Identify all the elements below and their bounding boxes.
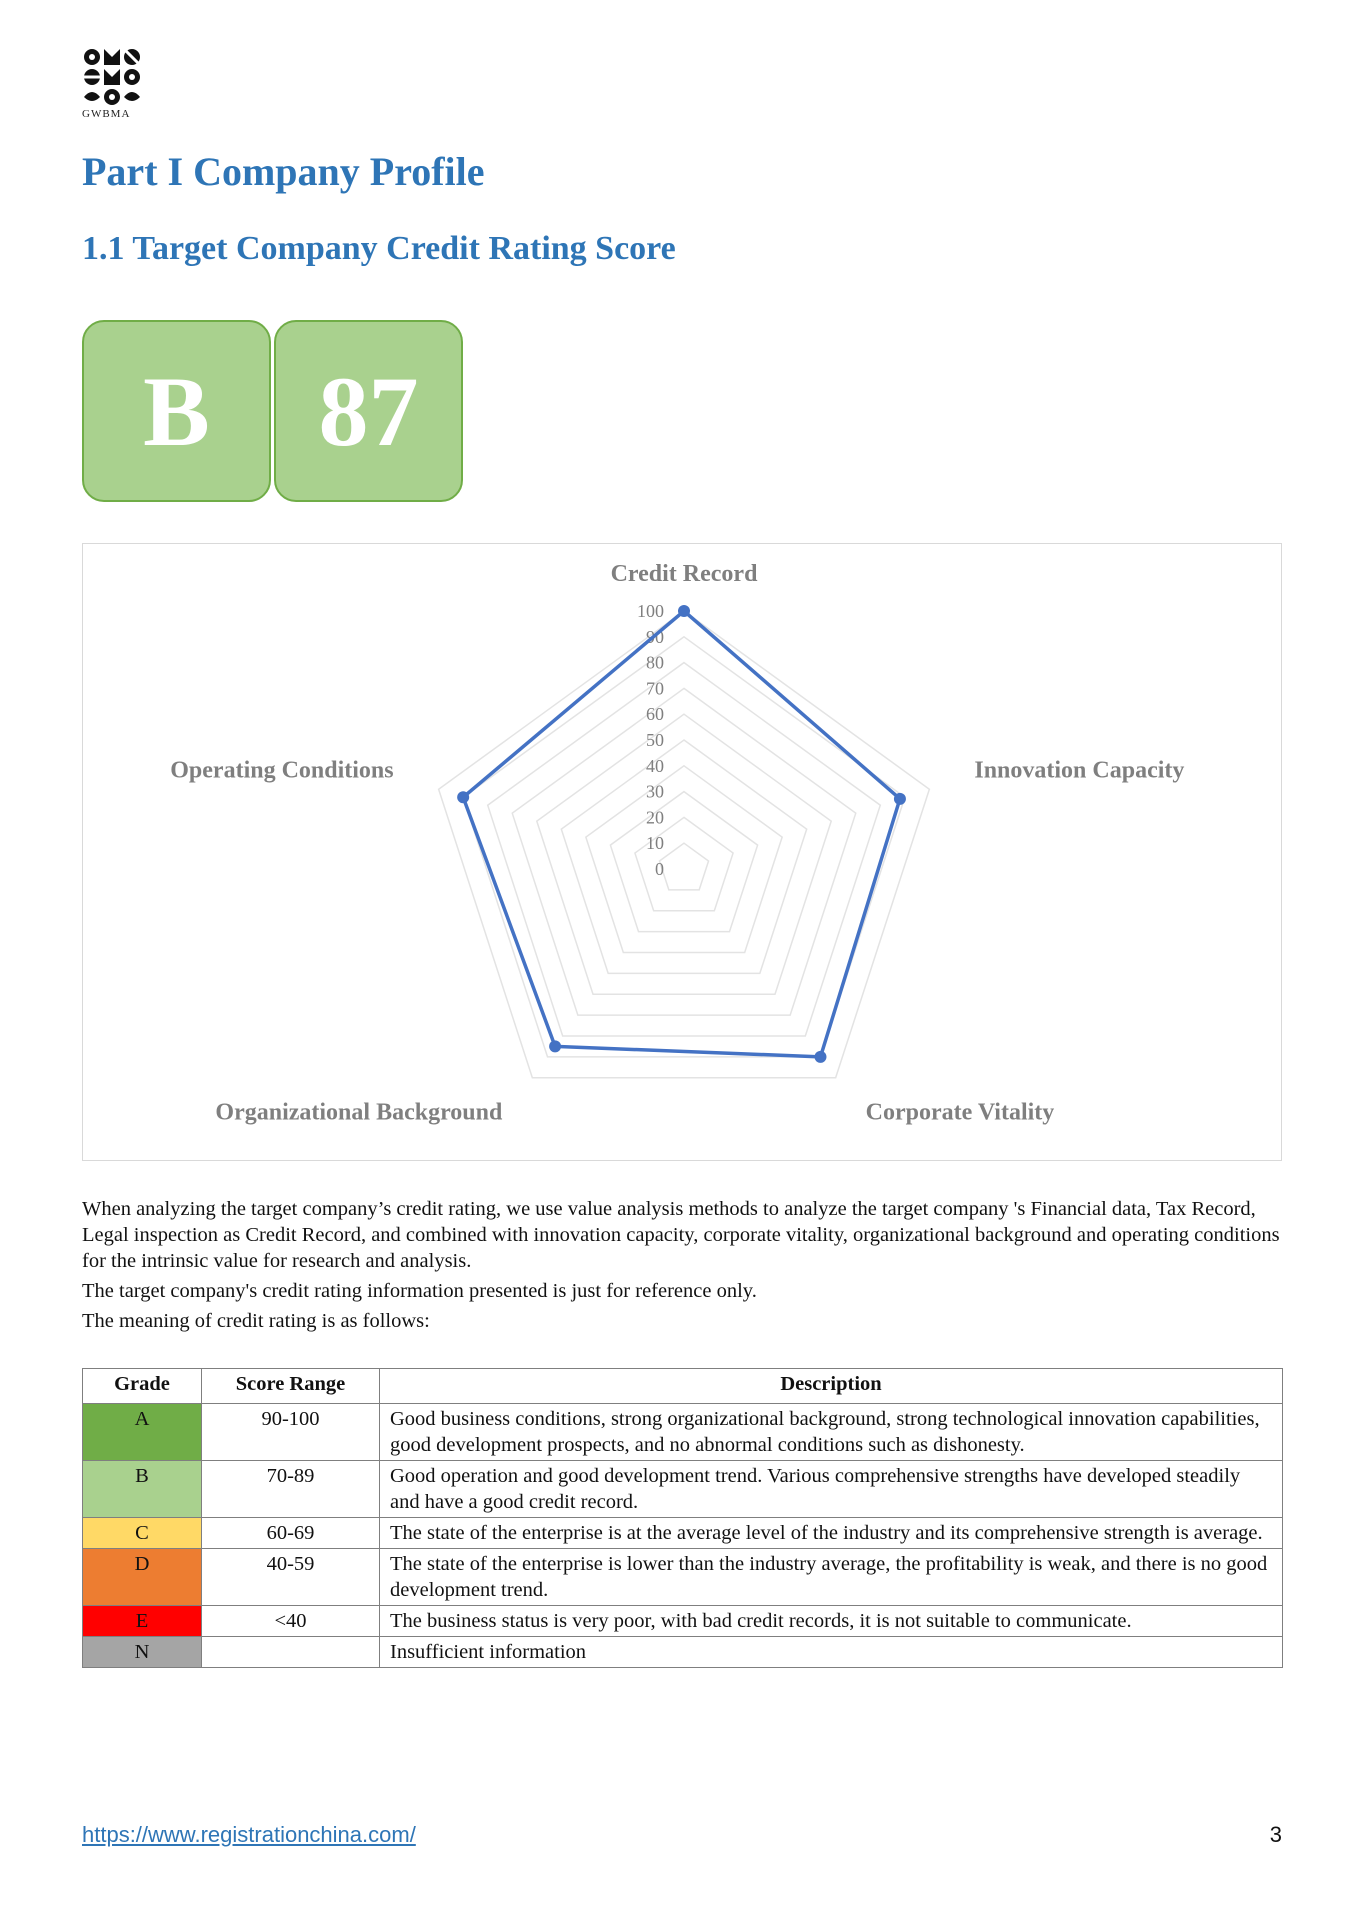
radar-tick-label: 0 [655, 859, 664, 879]
radar-tick-label: 80 [646, 652, 664, 673]
radar-tick-label: 90 [646, 626, 664, 647]
table-row [83, 1637, 1283, 1668]
radar-tick-label: 40 [646, 755, 664, 776]
table-row [83, 1461, 1283, 1518]
table-row [83, 1518, 1283, 1549]
header-grade: Grade [83, 1369, 202, 1404]
radar-grid-ring [439, 611, 930, 1078]
radar-tick-label: 60 [646, 704, 664, 725]
radar-tick-label: 100 [637, 601, 664, 621]
table-row [83, 1549, 1283, 1606]
score-range-cell: 90-100 [202, 1404, 380, 1461]
score-range-cell: 60-69 [202, 1518, 380, 1549]
grade-cell: D [83, 1549, 202, 1606]
radar-tick-label: 10 [646, 833, 664, 854]
radar-category-label: Operating Conditions [170, 757, 394, 784]
description-cell: The state of the enterprise is at the average level of the industry and its comprehensive strength is average. [380, 1518, 1283, 1549]
description-cell: Good business conditions, strong organizational background, strong technological innovation capabilities, good development prospects, and no abnormal conditions such as dishonesty. [380, 1404, 1283, 1461]
radar-grid-ring [561, 740, 806, 973]
radar-grid-ring [659, 843, 708, 890]
radar-chart-svg [83, 544, 1283, 1162]
header-description: Description [380, 1369, 1283, 1404]
radar-category-label: Credit Record [610, 561, 758, 587]
radar-tick-label: 70 [646, 678, 664, 699]
radar-data-point [678, 605, 690, 617]
radar-category-label: Innovation Capacity [974, 757, 1185, 784]
grade-cell: E [83, 1606, 202, 1637]
radar-category-label: Organizational Background [215, 1099, 503, 1126]
radar-data-point [894, 793, 906, 805]
score-range-cell: 40-59 [202, 1549, 380, 1606]
header-score-range: Score Range [202, 1369, 380, 1404]
paragraph-method: When analyzing the target company’s credit rating, we use value analysis methods to analyze the target company 's Financial data, Tax Record, Legal inspection as Credit Record, and combined with innovation capacity, corporate vitality, organizational background and operating conditions for the intrinsic value for research and analysis. [82, 1198, 1280, 1272]
score-range-cell: <40 [202, 1606, 380, 1637]
website-link[interactable]: https://www.registrationchina.com/ [82, 1822, 416, 1847]
radar-chart [82, 543, 1282, 1161]
table-header-row [83, 1369, 1283, 1404]
credit-grade-table [82, 1368, 1283, 1668]
radar-grid-ring [512, 688, 856, 1015]
credit-grade-badge: B [82, 320, 271, 502]
grade-cell: C [83, 1518, 202, 1549]
paragraph-disclaimer: The target company's credit rating information presented is just for reference only. [82, 1280, 757, 1302]
table-row [83, 1404, 1283, 1461]
paragraph-meaning: The meaning of credit rating is as follows: [82, 1310, 430, 1332]
radar-grid-ring [635, 817, 733, 910]
table-row [83, 1606, 1283, 1637]
logo-text: GWBMA [82, 108, 131, 120]
grade-cell: B [83, 1461, 202, 1518]
radar-data-point [549, 1040, 561, 1052]
score-range-cell: 70-89 [202, 1461, 380, 1518]
page-number: 3 [1269, 1822, 1282, 1847]
grade-cell: A [83, 1404, 202, 1461]
page-title: Part I Company Profile [82, 149, 485, 194]
section-title: 1.1 Target Company Credit Rating Score [82, 230, 676, 267]
grade-cell: N [83, 1637, 202, 1668]
score-range-cell [202, 1637, 380, 1668]
radar-tick-label: 30 [646, 781, 664, 802]
analysis-text [82, 1196, 1282, 1338]
radar-data-point [814, 1051, 826, 1063]
credit-score-badge: 87 [274, 320, 463, 502]
description-cell: Good operation and good development trend. Various comprehensive strengths have developed steadily and have a good credit record. [380, 1461, 1283, 1518]
gwbma-logo-icon [82, 48, 142, 106]
radar-tick-label: 50 [646, 730, 664, 750]
logo [82, 48, 144, 120]
description-cell: Insufficient information [380, 1637, 1283, 1668]
radar-tick-label: 20 [646, 807, 664, 828]
description-cell: The business status is very poor, with bad credit records, it is not suitable to communicate. [380, 1606, 1283, 1637]
radar-category-label: Corporate Vitality [865, 1099, 1055, 1126]
radar-data-point [457, 791, 469, 803]
description-cell: The state of the enterprise is lower than the industry average, the profitability is weak, and there is no good development trend. [380, 1549, 1283, 1606]
radar-series-line [463, 611, 900, 1057]
